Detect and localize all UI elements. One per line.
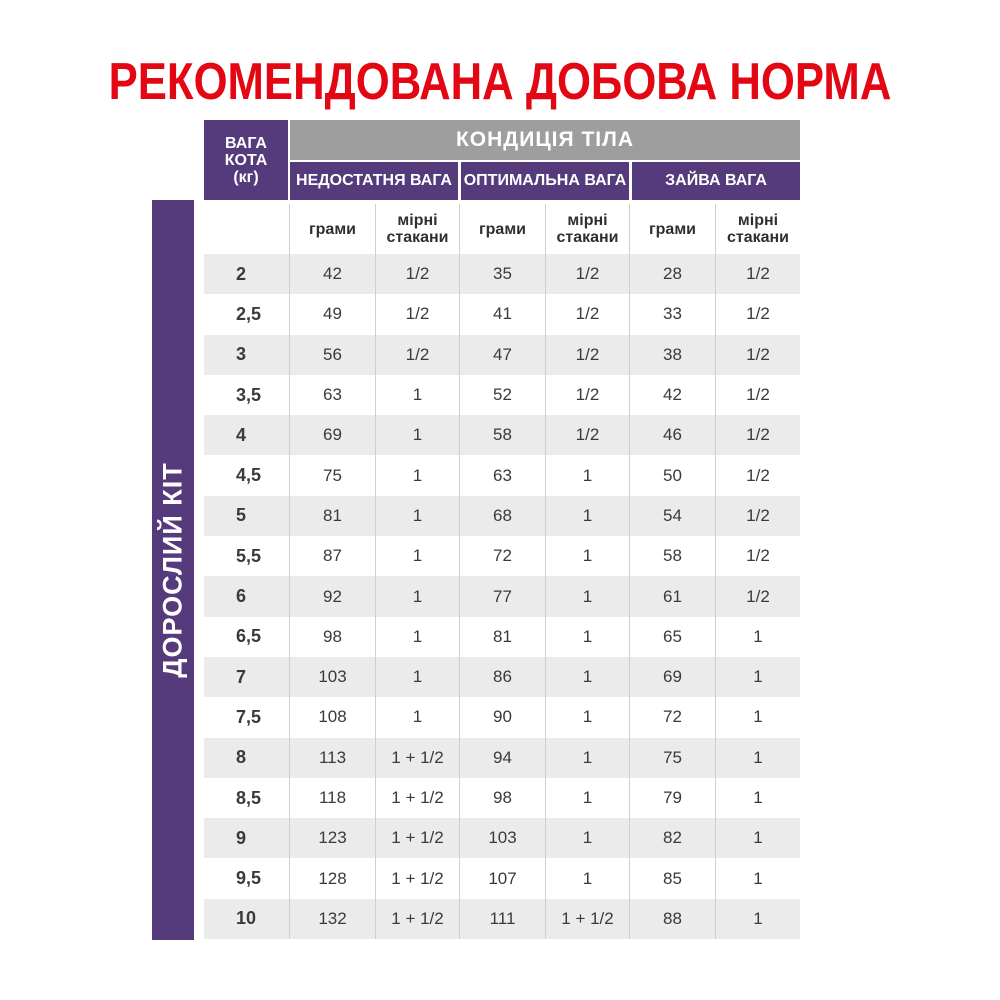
over-grams-cell: 75 [630, 738, 716, 778]
table-row [204, 899, 800, 939]
table-row [204, 858, 800, 898]
under-cups-cell: 1 [376, 455, 460, 495]
over-cups-cell: 1/2 [716, 254, 800, 294]
under-cups-cell: 1 [376, 415, 460, 455]
weight-header-line3: (кг) [233, 168, 259, 186]
weight-cell: 3 [204, 335, 290, 375]
optimal-cups-cell: 1 [546, 657, 630, 697]
cups-header-line2: стакани [386, 229, 449, 246]
optimal-grams-cell: 81 [460, 617, 546, 657]
under-grams-cell: 63 [290, 375, 376, 415]
table-row [204, 657, 800, 697]
column-header-row [204, 204, 800, 254]
under-grams-cell: 128 [290, 858, 376, 898]
under-grams-cell: 42 [290, 254, 376, 294]
over-grams-cell: 65 [630, 617, 716, 657]
weight-cell: 4 [204, 415, 290, 455]
over-cups-cell: 1/2 [716, 335, 800, 375]
over-cups-cell: 1 [716, 899, 800, 939]
under-grams-cell: 113 [290, 738, 376, 778]
optimal-grams-cell: 103 [460, 818, 546, 858]
optimal-grams-cell: 63 [460, 455, 546, 495]
weight-cell: 7,5 [204, 697, 290, 737]
over-cups-cell: 1 [753, 707, 763, 727]
optimal-weight-header: ОПТИМАЛЬНА ВАГА [461, 162, 629, 200]
weight-cell: 8 [204, 738, 290, 778]
side-label: ДОРОСЛИЙ КІТ [157, 462, 188, 678]
optimal-cups-cell: 1 [546, 818, 630, 858]
table-row [204, 415, 800, 455]
over-grams-cell: 50 [630, 455, 716, 495]
optimal-grams-cell: 58 [460, 415, 546, 455]
table-row [204, 294, 800, 334]
cups-header-line1: мірні [567, 212, 608, 229]
optimal-grams-cell: 98 [460, 778, 546, 818]
weight-cell: 6,5 [204, 617, 290, 657]
optimal-grams-cell: 52 [460, 375, 546, 415]
table-row [204, 375, 800, 415]
under-weight-header: НЕДОСТАТНЯ ВАГА [290, 162, 458, 200]
optimal-cups-cell: 1/2 [546, 415, 630, 455]
over-cups-cell: 1/2 [716, 415, 800, 455]
grams-header: грами [630, 204, 716, 254]
table-row [204, 576, 800, 616]
over-grams-cell: 42 [630, 375, 716, 415]
over-grams-cell: 79 [630, 778, 716, 818]
under-cups-cell: 1 + 1/2 [376, 858, 460, 898]
under-grams-cell: 69 [290, 415, 376, 455]
over-cups-cell: 1 [716, 738, 800, 778]
under-grams-cell: 103 [290, 657, 376, 697]
weight-cell: 7 [204, 657, 290, 697]
over-grams-cell: 38 [630, 335, 716, 375]
over-cups-cell: 1/2 [746, 546, 770, 566]
table-row [204, 496, 800, 536]
side-label-bar [152, 200, 194, 940]
over-grams-cell: 61 [630, 576, 716, 616]
table-row [204, 738, 800, 778]
table-row [204, 697, 800, 737]
under-grams-cell: 49 [290, 294, 376, 334]
over-grams-cell: 28 [630, 254, 716, 294]
cups-header-line1: мірні [397, 212, 438, 229]
optimal-grams-cell: 72 [460, 536, 546, 576]
over-cups-cell: 1 [753, 788, 763, 807]
over-cups-cell: 1 [753, 868, 763, 888]
over-cups-cell: 1/2 [716, 496, 800, 536]
under-grams-cell: 92 [290, 576, 376, 616]
optimal-cups-cell: 1/2 [546, 254, 630, 294]
weight-cell: 9,5 [204, 858, 290, 898]
under-cups-cell: 1/2 [376, 254, 460, 294]
over-cups-cell: 1/2 [716, 576, 800, 616]
table-row [204, 335, 800, 375]
under-cups-cell: 1 [376, 375, 460, 415]
optimal-cups-cell: 1 [546, 536, 630, 576]
under-grams-cell: 81 [290, 496, 376, 536]
weight-cell: 3,5 [204, 375, 290, 415]
under-cups-cell: 1 + 1/2 [376, 899, 460, 939]
under-cups-cell: 1 [376, 617, 460, 657]
weight-cell: 2 [204, 254, 290, 294]
optimal-grams-cell: 35 [460, 254, 546, 294]
over-cups-cell: 1 [716, 657, 800, 697]
weight-cell: 5 [204, 496, 290, 536]
under-grams-cell: 118 [290, 778, 376, 818]
optimal-cups-cell: 1 [546, 697, 630, 737]
cups-header-line1: мірні [737, 212, 779, 229]
under-cups-cell: 1 + 1/2 [376, 738, 460, 778]
optimal-grams-cell: 107 [460, 858, 546, 898]
optimal-cups-cell: 1 [546, 576, 630, 616]
feeding-table [204, 204, 800, 939]
over-grams-cell: 88 [630, 899, 716, 939]
page-title: РЕКОМЕНДОВАНА ДОБОВА НОРМА [108, 53, 892, 111]
weight-header [204, 120, 288, 200]
under-grams-cell: 87 [290, 536, 376, 576]
table-row [204, 455, 800, 495]
over-cups-cell: 1 [716, 818, 800, 858]
weight-cell: 5,5 [204, 536, 290, 576]
weight-cell: 9 [204, 818, 290, 858]
optimal-grams-cell: 111 [460, 899, 546, 939]
over-grams-cell: 69 [630, 657, 716, 697]
optimal-cups-cell: 1/2 [546, 294, 630, 334]
under-grams-cell: 132 [290, 899, 376, 939]
over-grams-cell: 33 [630, 294, 716, 334]
over-cups-cell: 1 [753, 626, 763, 646]
under-grams-cell: 98 [290, 617, 376, 657]
table-row [204, 818, 800, 858]
optimal-grams-cell: 86 [460, 657, 546, 697]
cups-header-line2: стакани [726, 229, 790, 246]
weight-cell: 10 [204, 899, 290, 939]
under-cups-cell: 1 + 1/2 [376, 778, 460, 818]
table-row [204, 778, 800, 818]
under-cups-cell: 1 [376, 657, 460, 697]
over-weight-header: ЗАЙВА ВАГА [632, 162, 800, 200]
weight-cell: 6 [204, 576, 290, 616]
weight-cell: 8,5 [204, 778, 290, 818]
weight-cell: 4,5 [204, 455, 290, 495]
over-grams-cell: 82 [630, 818, 716, 858]
optimal-grams-cell: 77 [460, 576, 546, 616]
optimal-cups-cell: 1 [546, 738, 630, 778]
optimal-grams-cell: 41 [460, 294, 546, 334]
under-cups-cell: 1 [376, 496, 460, 536]
cups-header [376, 204, 460, 254]
optimal-cups-cell: 1/2 [546, 375, 630, 415]
under-cups-cell: 1/2 [376, 294, 460, 334]
under-cups-cell: 1 [376, 697, 460, 737]
optimal-cups-cell: 1 [546, 455, 630, 495]
under-grams-cell: 108 [290, 697, 376, 737]
condition-header: КОНДИЦІЯ ТІЛА [290, 120, 800, 160]
over-grams-cell: 54 [630, 496, 716, 536]
over-cups-cell: 1/2 [746, 465, 770, 485]
grams-header: грами [460, 204, 546, 254]
optimal-cups-cell: 1 [546, 778, 630, 818]
under-grams-cell: 75 [290, 455, 376, 495]
optimal-cups-cell: 1 [546, 858, 630, 898]
over-grams-cell: 85 [630, 858, 716, 898]
weight-header-line2: КОТА [224, 151, 268, 169]
empty-header-cell [204, 204, 290, 254]
over-cups-cell: 1/2 [746, 385, 770, 405]
under-grams-cell: 123 [290, 818, 376, 858]
grams-header: грами [290, 204, 376, 254]
over-grams-cell: 46 [630, 415, 716, 455]
optimal-grams-cell: 68 [460, 496, 546, 536]
over-cups-cell: 1/2 [746, 304, 770, 324]
under-cups-cell: 1/2 [376, 335, 460, 375]
optimal-cups-cell: 1 + 1/2 [546, 899, 630, 939]
table-body [204, 254, 800, 939]
under-grams-cell: 56 [290, 335, 376, 375]
optimal-cups-cell: 1 [546, 496, 630, 536]
cups-header [716, 204, 800, 254]
optimal-cups-cell: 1/2 [546, 335, 630, 375]
under-cups-cell: 1 [376, 576, 460, 616]
cups-header [546, 204, 630, 254]
under-cups-cell: 1 [376, 536, 460, 576]
over-grams-cell: 58 [630, 536, 716, 576]
table-row [204, 617, 800, 657]
weight-cell: 2,5 [204, 294, 290, 334]
table-row [204, 536, 800, 576]
optimal-cups-cell: 1 [546, 617, 630, 657]
under-cups-cell: 1 + 1/2 [376, 818, 460, 858]
over-grams-cell: 72 [630, 697, 716, 737]
optimal-grams-cell: 90 [460, 697, 546, 737]
table-row [204, 254, 800, 294]
weight-header-line1: ВАГА [225, 134, 267, 152]
optimal-grams-cell: 47 [460, 335, 546, 375]
cups-header-line2: стакани [556, 229, 619, 246]
optimal-grams-cell: 94 [460, 738, 546, 778]
